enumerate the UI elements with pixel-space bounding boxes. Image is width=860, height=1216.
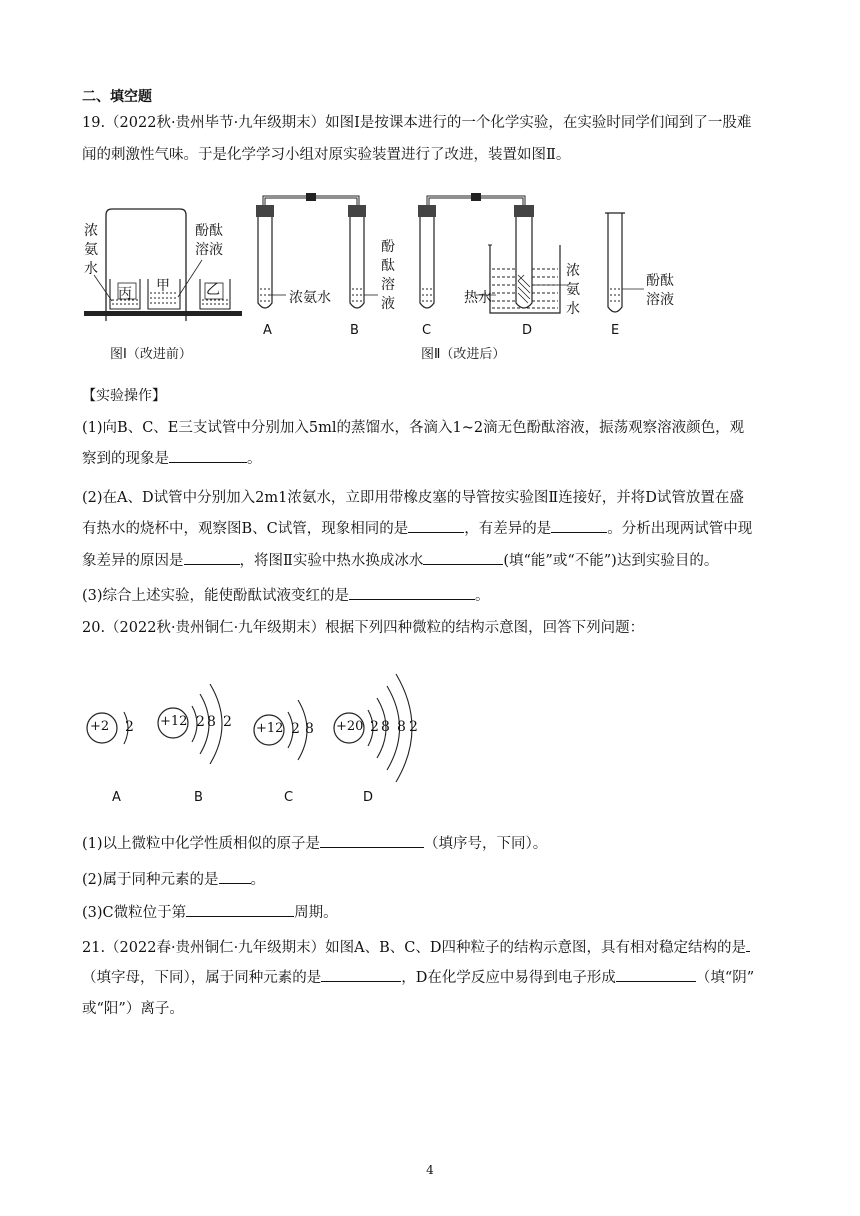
q21-text-line2 [82,967,754,988]
fig1-beaker-label-jia: 甲 [156,278,170,294]
atom-d-shell-1: 2 [370,719,379,735]
q20-sub3 [82,902,338,923]
answer-blank-12[interactable] [616,967,696,982]
test-tube-b [348,205,378,308]
q19-part2-line3 [82,550,718,571]
q19-part3-end: 。 [475,588,490,604]
q19-part2-text-b: ，有差异的是 [464,521,552,537]
q19-part1-end: 。 [247,451,262,467]
q19-part2-text-f: (填“能”或“不能”)达到实验目的。 [503,553,719,569]
atom-c-shell-1: 2 [291,721,300,737]
answer-blank-11[interactable] [321,967,401,982]
q19-part1-line2 [82,448,262,469]
q21-text-line3: 或“阳”）离子。 [82,1001,184,1017]
answer-blank-3[interactable] [551,518,607,533]
q20-sub2-text: (2)属于同种元素的是 [82,872,219,888]
q19-part2-text-d: 象差异的原因是 [82,553,184,569]
answer-blank-2[interactable] [408,518,464,533]
q19-part1-line1: (1)向B、C、E三支试管中分别加入5ml的蒸馏水，各滴入1~2滴无色酚酞溶液，振荡观察溶液颜色，观 [82,420,745,436]
q21-text-b: ，D在化学反应中易得到电子形成 [401,970,616,986]
q19-part1-text: 察到的现象是 [82,451,169,467]
fig2-caption: 图Ⅱ（改进后） [421,347,506,362]
fig2-label-hot-water: 热水 [464,290,492,306]
atom-a-nucleus: +2 [90,719,110,734]
atom-d-shell-4: 2 [409,719,418,735]
q21-text-c: （填“阴” [695,970,755,986]
figure-2-apparatus [250,185,670,335]
q20-sub2-end: 。 [250,872,266,888]
fig2-tube-letter-c: C [422,323,432,338]
test-tube-c [418,205,436,308]
answer-blank-10[interactable] [746,937,750,952]
q21-text-line1 [82,937,750,958]
fig1-label-indicator: 酚酞溶液 [195,223,223,258]
atomic-structure-diagrams [82,660,442,820]
atom-a-shell-1: 2 [125,719,134,735]
fig2-label-ammonia-a: 浓氨水 [289,290,331,306]
fig2-label-indicator-b: 酚酞溶液 [381,239,395,312]
q19-part2-line1: (2)在A、D试管中分别加入2m1浓氨水，立即用带橡皮塞的导管按实验图Ⅱ连接好，并将D试管放置在盛 [82,490,744,506]
fig1-beaker-label-bing: 丙 [118,286,132,302]
q19-part3-text: (3)综合上述实验，能使酚酞试液变红的是 [82,588,350,604]
q20-sub3-end: 周期。 [294,905,338,921]
q19-part2-text-e: ，将图Ⅱ实验中热水换成冰水 [239,553,424,569]
q20-sub1-text: (1)以上微粒中化学性质相似的原子是 [82,836,321,852]
atom-b-shell-3: 2 [223,714,232,730]
q21-text-start: 21.（2022春·贵州铜仁·九年级期末）如图A、B、C、D四种粒子的结构示意图，具有相对稳定结构的是 [82,940,747,956]
atom-d-shell-3: 8 [397,719,406,735]
answer-blank-9[interactable] [186,902,294,917]
atom-b-nucleus: +12 [160,714,188,729]
answer-blank-4[interactable] [184,550,240,565]
atom-c-nucleus: +12 [256,721,284,736]
atom-b-shell-2: 8 [207,714,216,730]
q19-text-line1: 19.（2022秋·贵州毕节·九年级期末）如图Ⅰ是按课本进行的一个化学实验，在实验时同学们闻到了一股难 [82,115,752,131]
atom-c-letter: C [284,790,294,805]
page-number: 4 [426,1163,434,1177]
q19-text-line2: 闻的刺激性气味。于是化学学习小组对原实验装置进行了改进，装置如图Ⅱ。 [82,147,571,163]
fig2-tube-letter-e: E [611,323,620,338]
fig2-tube-letter-b: B [350,323,359,338]
q21-text-a: （填字母，下同），属于同种元素的是 [82,970,322,986]
q20-sub2 [82,869,265,890]
atom-d-letter: D [363,790,374,805]
fig1-label-ammonia: 浓氨水 [84,223,98,277]
atom-b-shell-1: 2 [196,714,205,730]
q20-sub1 [82,833,547,854]
test-tube-e [605,213,644,312]
fig1-caption: 图Ⅰ（改进前） [110,347,192,362]
fig2-label-indicator-e: 酚酞溶液 [646,273,674,308]
atom-d-nucleus: +20 [336,719,364,734]
atom-b-letter: B [194,790,203,805]
q20-text-line1: 20.（2022秋·贵州铜仁·九年级期末）根据下列四种微粒的结构示意图，回答下列问题： [82,620,645,636]
q20-sub1-end: （填序号，下同）。 [424,836,548,852]
q20-sub3-text: (3)C微粒位于第 [82,905,187,921]
test-tube-a [256,205,286,308]
answer-blank-1[interactable] [169,448,247,463]
operation-heading: 【实验操作】 [82,388,166,404]
q19-part2-text-c: 。分析出现两试管中现 [607,521,753,537]
q19-part2-line2 [82,518,752,539]
fig2-label-ammonia-d: 浓氨水 [566,263,580,317]
answer-blank-6[interactable] [349,585,475,600]
atom-d-shell-2: 8 [381,719,390,735]
fig1-beaker-label-yi: 乙 [206,282,220,298]
fig2-tube-letter-d: D [522,323,533,338]
q19-part3-line [82,585,490,606]
atom-a-letter: A [112,790,121,805]
atom-c-shell-2: 8 [305,721,314,737]
base-plate [84,311,242,316]
fig2-tube-letter-a: A [263,323,272,338]
section-title: 二、填空题 [82,89,152,105]
answer-blank-8[interactable] [219,869,251,884]
answer-blank-5[interactable] [423,550,503,565]
answer-blank-7[interactable] [320,833,424,848]
q19-part2-text-a: 有热水的烧杯中，观察图B、C试管，现象相同的是 [82,521,409,537]
